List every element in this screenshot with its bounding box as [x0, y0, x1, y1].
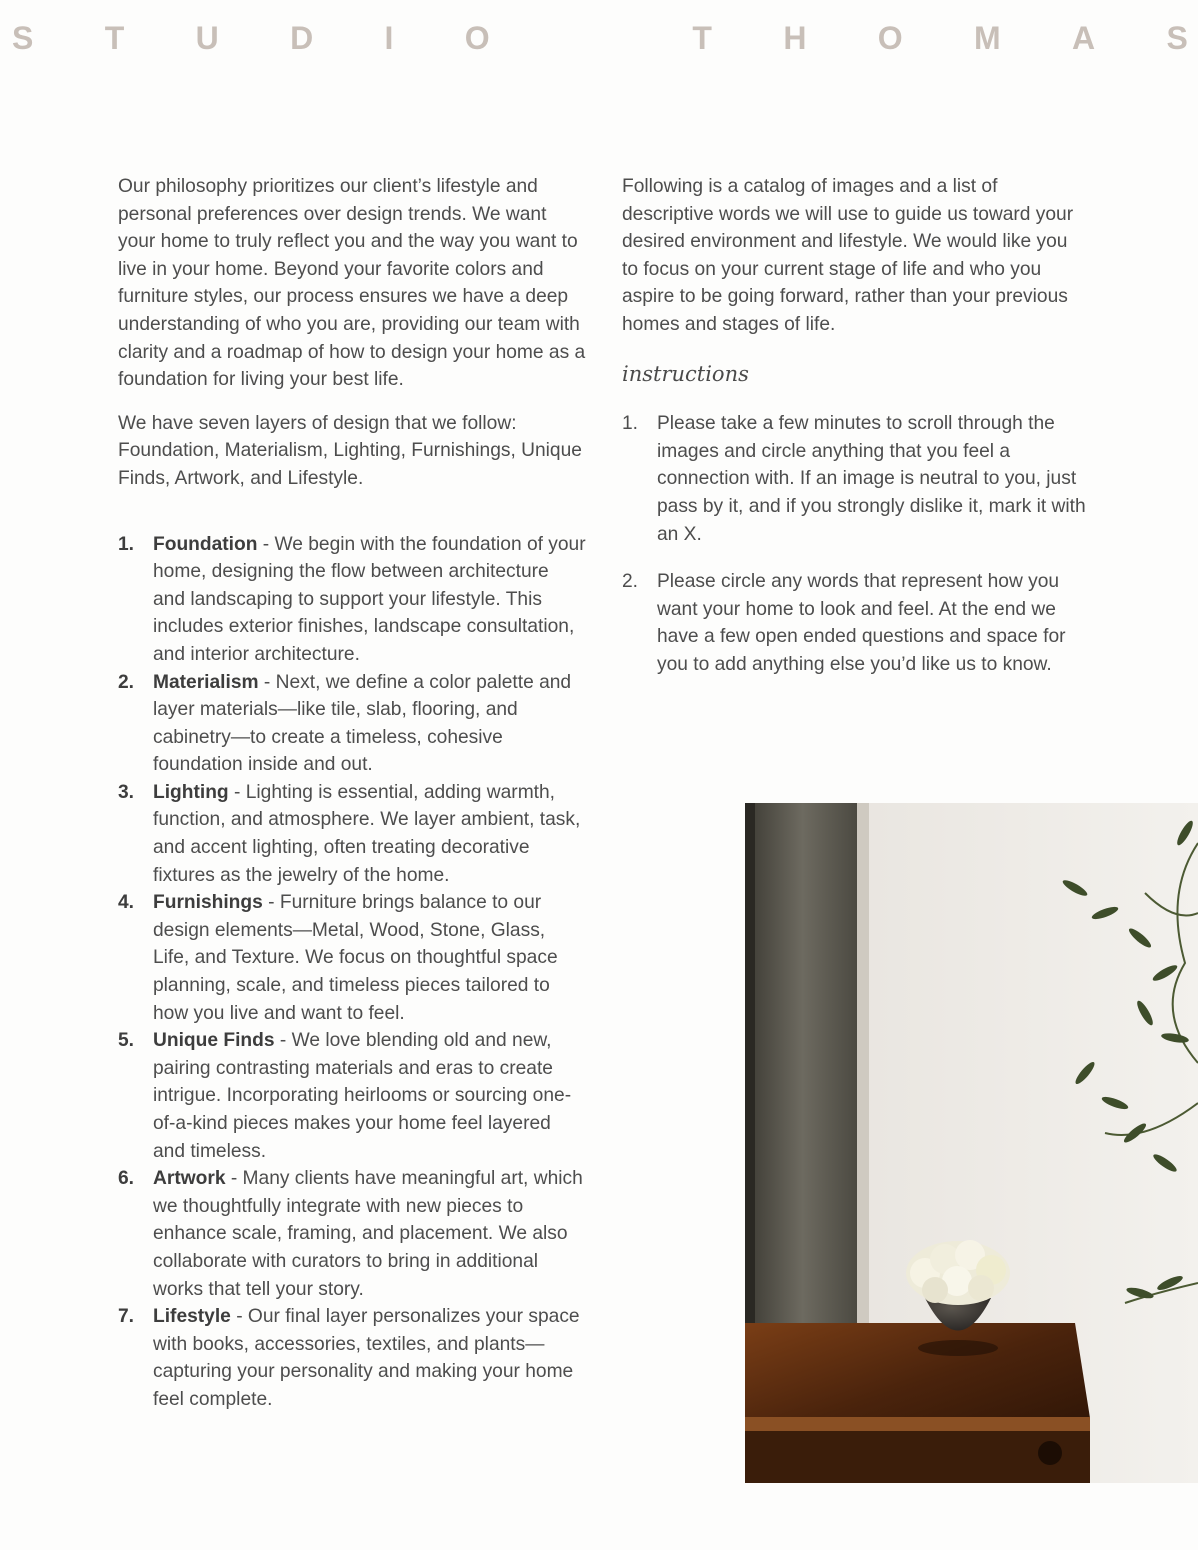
layer-name: Unique Finds	[153, 1030, 275, 1052]
list-number: 1.	[622, 413, 639, 435]
layer-name: Furnishings	[153, 892, 263, 914]
instructions-heading: instructions	[622, 361, 749, 386]
list-item	[118, 669, 586, 779]
layer-description: - Next, we define a color palette and layer materials—like tile, slab, flooring, and cabinetry—to create a timeless, cohesive foundation inside and out.	[153, 671, 572, 776]
brand-letter: T	[104, 19, 125, 56]
layer-name: Foundation	[153, 533, 258, 555]
brand-letter: D	[290, 19, 314, 56]
instruction-text: Please circle any words that represent how you want your home to look and feel. At the end we have a few open ended questions and space for you to add anything else you’d like us to know.	[657, 571, 1066, 675]
list-item	[622, 568, 1088, 678]
layer-description: - Many clients have meaningful art, which we thoughtfully integrate with new pieces to enhance scale, framing, and placement. We also collaborate with curators to bring in additional works that tell your story.	[153, 1168, 583, 1300]
layer-description: - Lighting is essential, adding warmth, function, and atmosphere. We layer ambient, task, and accent lighting, often treating decorative fixtures as the jewelry of the home.	[153, 781, 581, 886]
layer-description: - Furniture brings balance to our design elements—Metal, Wood, Stone, Glass, Life, and Texture. We focus on thoughtful space planning, scale, and timeless pieces tailored to how you live and want to feel.	[153, 892, 558, 1024]
layer-name: Materialism	[153, 671, 259, 693]
list-number: 2.	[622, 571, 639, 593]
layer-description: - We begin with the foundation of your home, designing the flow between architecture and landscaping to support your lifestyle. This includes exterior finishes, landscape consultation, and interior architecture.	[153, 533, 586, 665]
list-number: 4.	[118, 892, 135, 914]
list-number: 2.	[118, 671, 135, 693]
sideboard-ornament	[1038, 1441, 1062, 1465]
brand-letter: A	[1072, 19, 1096, 56]
list-item	[118, 779, 586, 889]
catalog-intro-paragraph: Following is a catalog of images and a list of descriptive words we will use to guide us toward your desired environment and lifestyle. We would like you to focus on your current stage of life and who you aspire to be going forward, rather than your previous homes and stages of life.	[622, 176, 1074, 335]
brand-letter: S	[12, 19, 34, 56]
instructions-list	[622, 410, 1088, 678]
mirror-frame-left	[745, 803, 755, 1328]
list-number: 5.	[118, 1030, 135, 1052]
layer-name: Lighting	[153, 781, 229, 803]
list-item	[118, 1303, 586, 1413]
list-item	[622, 410, 1088, 548]
sideboard-front	[745, 1431, 1090, 1483]
list-number: 6.	[118, 1168, 135, 1190]
antique-mirror	[745, 803, 860, 1328]
layer-description: - We love blending old and new, pairing contrasting materials and eras to create intrigue. Incorporating heirlooms or sourcing one-of-a-kind pieces makes your home feel layered and timeless.	[153, 1030, 572, 1162]
layer-description: - Our final layer personalizes your space with books, accessories, textiles, and plants—capturing your personality and making your home feel complete.	[153, 1306, 580, 1410]
list-item	[118, 1027, 586, 1165]
brand-letter: T	[692, 19, 712, 56]
philosophy-paragraph: Our philosophy prioritizes our client’s lifestyle and personal preferences over design trends. We want your home to truly reflect you and the way you want to live in your home. Beyond your favorite colors and furniture styles, our process ensures we have a deep understanding of who you are, providing our team with clarity and a roadmap of how to design your home as a foundation for living your best life.	[118, 176, 586, 391]
mirror-frame-edge	[857, 803, 869, 1328]
brand-letter: O	[464, 19, 490, 56]
brand-letter: H	[783, 19, 807, 56]
layers-intro-paragraph: We have seven layers of design that we follow: Foundation, Materialism, Lighting, Furnishings, Unique Finds, Artwork, and Lifestyle.	[118, 412, 582, 489]
interior-photo-illustration	[745, 803, 1198, 1483]
interior-photo	[745, 803, 1198, 1483]
brand-letter: U	[195, 19, 219, 56]
right-column	[622, 173, 1088, 699]
list-number: 3.	[118, 781, 135, 803]
brand-letter: O	[877, 19, 903, 56]
bowl-reflection	[918, 1340, 998, 1356]
list-number: 7.	[118, 1306, 135, 1328]
brand-letter: I	[384, 19, 394, 56]
left-column	[118, 173, 586, 1414]
design-layers-list	[118, 531, 586, 1414]
list-item	[118, 889, 586, 1027]
layer-name: Artwork	[153, 1168, 226, 1190]
sideboard-edge	[745, 1417, 1090, 1431]
instruction-text: Please take a few minutes to scroll through the images and circle anything that you feel a connection with. If an image is neutral to you, just pass by it, and if you strongly dislike it, mark it with an X.	[657, 413, 1086, 545]
list-number: 1.	[118, 533, 135, 555]
brand-letter: M	[974, 19, 1001, 56]
list-item	[118, 531, 586, 669]
brand-letter: S	[1166, 19, 1188, 56]
list-item	[118, 1165, 586, 1303]
brand-wordmark	[0, 16, 1198, 60]
layer-name: Lifestyle	[153, 1306, 231, 1328]
